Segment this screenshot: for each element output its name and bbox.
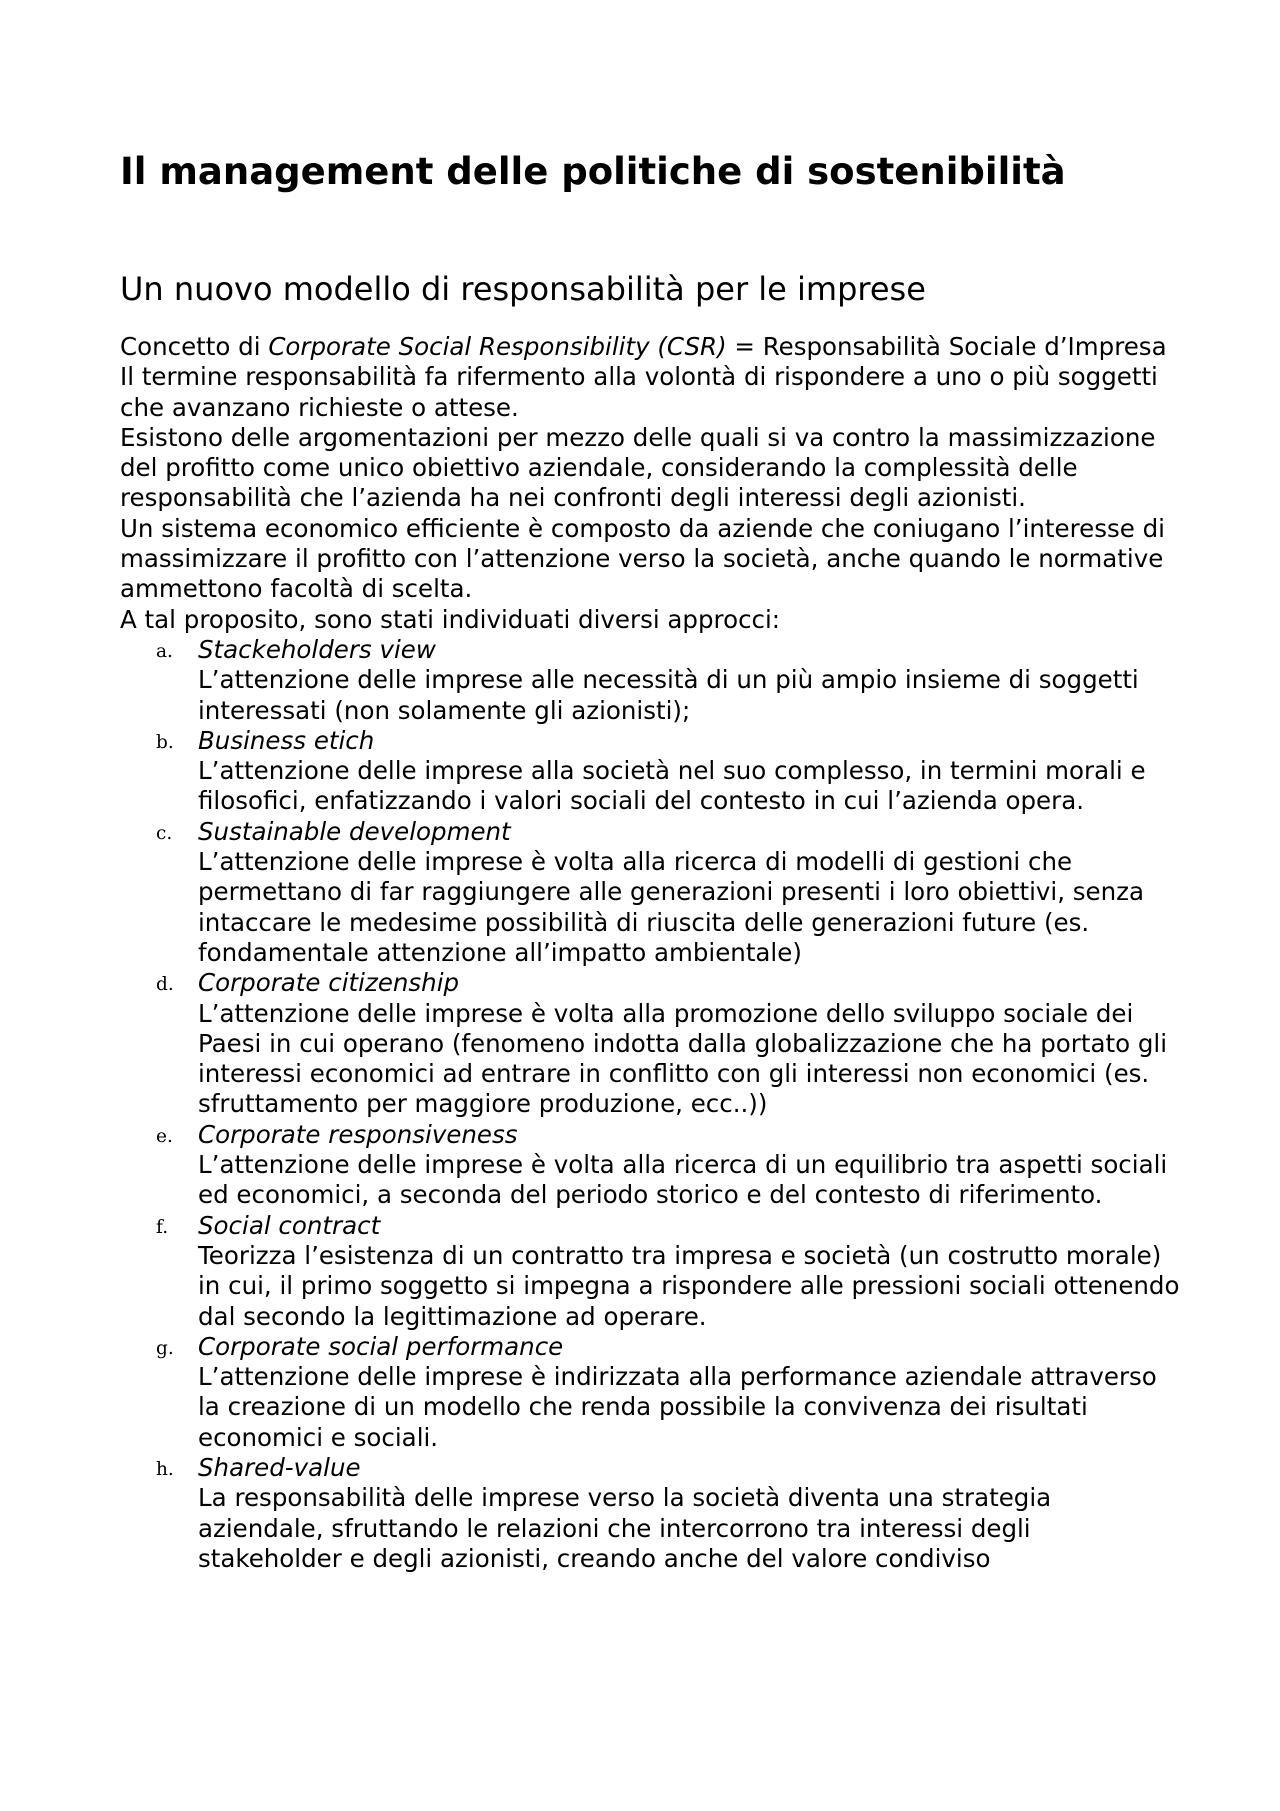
list-item <box>156 1210 1180 1332</box>
list-item <box>156 816 1180 968</box>
list-marker: f. <box>156 1216 169 1238</box>
approach-description: L’attenzione delle imprese è volta alla ricerca di un equilibrio tra aspetti sociali ed economici, a seconda del periodo storico e del contesto di riferimento. <box>198 1150 1168 1210</box>
approach-title: Shared-value <box>198 1452 361 1482</box>
list-marker: e. <box>156 1125 173 1147</box>
paragraph-arguments: Esistono delle argomentazioni per mezzo delle quali si va contro la massimizzazione del profitto come unico obiettivo aziendale, considerando la complessità delle responsabilità che l’azienda ha nei confronti degli interessi degli azionisti. <box>120 422 1156 513</box>
list-marker: g. <box>156 1337 174 1359</box>
csr-intro-after: = Responsabilità Sociale d’Impresa <box>726 332 1167 361</box>
list-item <box>156 725 1180 817</box>
list-item <box>156 1119 1180 1211</box>
approach-title: Business etich <box>198 725 375 755</box>
approach-title: Corporate social performance <box>198 1331 564 1361</box>
list-item <box>156 634 1180 726</box>
approach-description: L’attenzione delle imprese è indirizzata alla performance aziendale attraverso la creazione di un modello che renda possibile la convivenza dei risultati economici e sociali. <box>198 1362 1157 1452</box>
approach-title: Corporate citizenship <box>198 968 460 998</box>
list-marker: d. <box>156 974 174 996</box>
approach-description: L’attenzione delle imprese alla società nel suo complesso, in termini morali e filosofici, enfatizzando i valori sociali del contesto in cui l’azienda opera. <box>198 756 1146 816</box>
approach-title: Corporate responsiveness <box>198 1119 518 1149</box>
list-marker: a. <box>156 640 173 662</box>
list-marker: h. <box>156 1458 174 1480</box>
page-title: Il management delle politiche di sostenibilità <box>120 150 1066 193</box>
document-body <box>120 332 1180 1574</box>
list-marker: c. <box>156 822 173 844</box>
list-item <box>156 1331 1180 1453</box>
list-item <box>156 1452 1180 1574</box>
list-marker: b. <box>156 731 174 753</box>
approach-description: L’attenzione delle imprese è volta alla ricerca di modelli di gestioni che permettano di far raggiungere alle generazioni presenti i loro obiettivi, senza intaccare le medesime possibilità di riuscita delle generazioni future (es. fondamentale attenzione all’impatto ambientale) <box>198 847 1145 967</box>
list-item <box>156 968 1180 1119</box>
csr-term: Corporate Social Responsibility (CSR) <box>268 332 727 361</box>
approach-title: Stackeholders view <box>198 634 436 664</box>
paragraph-approaches-intro: A tal proposito, sono stati individuati diversi approcci: <box>120 604 781 634</box>
approach-description: L’attenzione delle imprese alle necessità di un più ampio insieme di soggetti interessati (non solamente gli azionisti); <box>198 665 1139 725</box>
approach-title: Social contract <box>198 1210 381 1240</box>
csr-intro-paragraph <box>120 332 1180 362</box>
section-heading: Un nuovo modello di responsabilità per le imprese <box>120 270 926 308</box>
approach-description: Teorizza l’esistenza di un contratto tra impresa e società (un costrutto morale) in cui, il primo soggetto si impegna a rispondere alle pressioni sociali ottenendo dal secondo la legittimazione ad operare. <box>198 1240 1180 1331</box>
approach-description: La responsabilità delle imprese verso la società diventa una strategia aziendale, sfruttando le relazioni che intercorrono tra interessi degli stakeholder e degli azionisti, creando anche del valore condiviso <box>198 1483 1052 1573</box>
paragraph-efficient-system: Un sistema economico efficiente è composto da aziende che coniugano l’interesse di massimizzare il profitto con l’attenzione verso la società, anche quando le normative ammettono facoltà di scelta. <box>120 513 1165 604</box>
approach-title: Sustainable development <box>198 816 511 846</box>
approaches-list <box>120 635 1180 1574</box>
approach-description: L’attenzione delle imprese è volta alla promozione dello sviluppo sociale dei Paesi in cui operano (fenomeno indotta dalla globalizzazione che ha portato gli interessi economici ad entrare in conflitto con gli interessi non economici (es. sfruttamento per maggiore produzione, ecc..)) <box>198 998 1168 1119</box>
paragraph-responsibility: Il termine responsabilità fa rifermento alla volontà di rispondere a uno o più soggetti che avanzano richieste o attese. <box>120 362 1158 422</box>
csr-intro-before: Concetto di <box>120 332 269 361</box>
